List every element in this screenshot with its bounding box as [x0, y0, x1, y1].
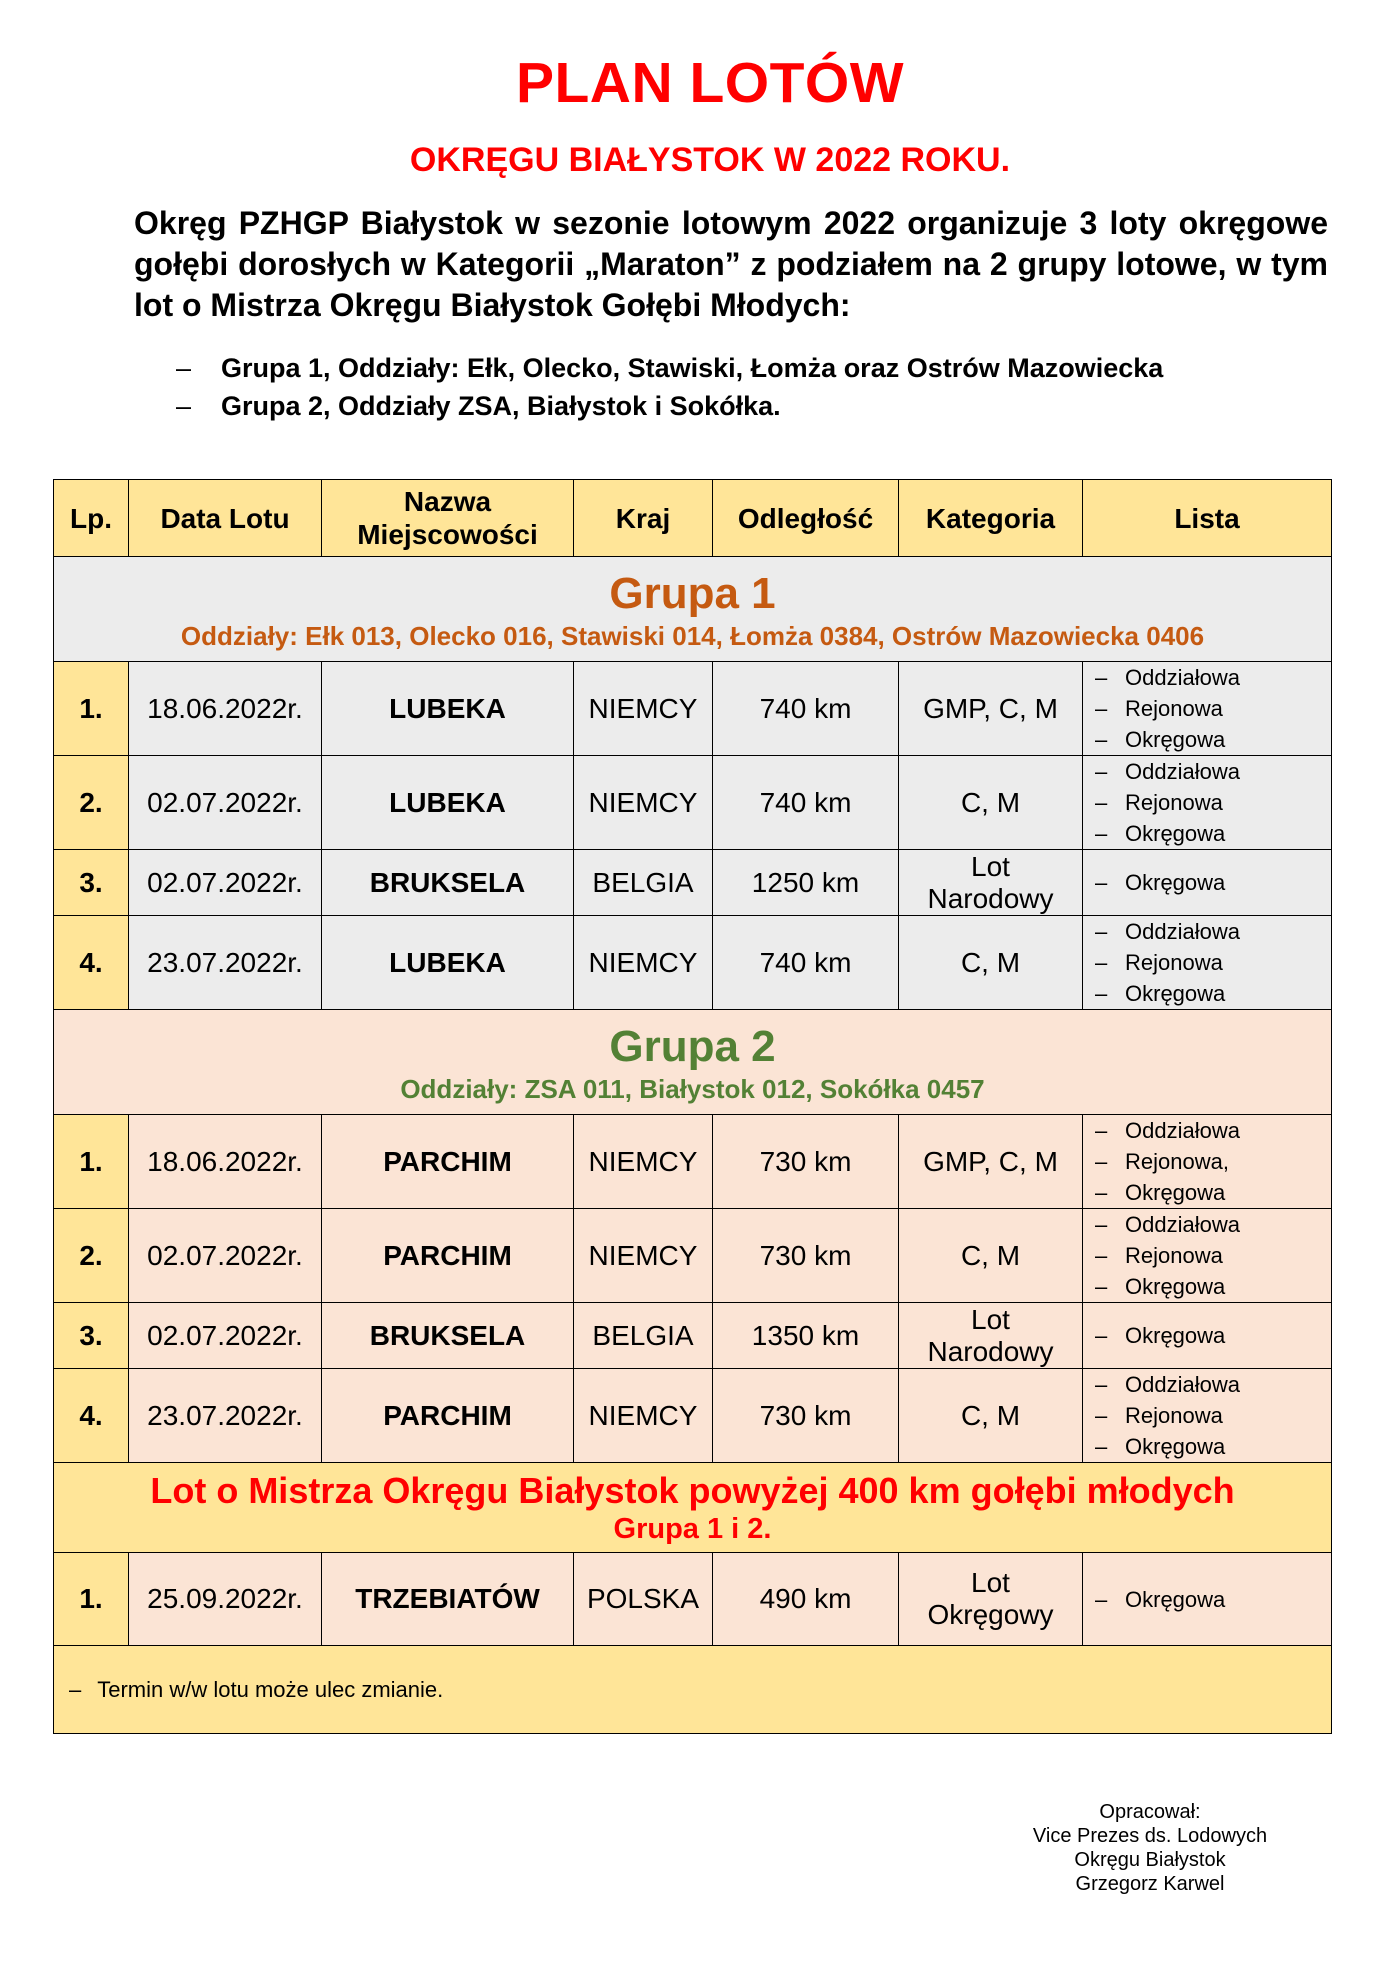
- table-row: [54, 756, 1332, 850]
- list-item: – Oddziałowa: [1095, 662, 1331, 693]
- cell-country: BELGIA: [574, 850, 713, 916]
- cell-lp: 2.: [54, 1209, 129, 1303]
- cell-lp: 1.: [54, 662, 129, 756]
- cell-category: [899, 850, 1083, 916]
- cell-category: [899, 1303, 1083, 1369]
- table-row: [54, 916, 1332, 1010]
- list-item: – Oddziałowa: [1095, 1369, 1331, 1400]
- cell-country: NIEMCY: [574, 1115, 713, 1209]
- table-row: [54, 662, 1332, 756]
- cell-city: LUBEKA: [322, 756, 574, 850]
- cell-country: NIEMCY: [574, 916, 713, 1010]
- cell-distance: 740 km: [713, 662, 899, 756]
- cell-country: NIEMCY: [574, 756, 713, 850]
- table-row: [54, 1115, 1332, 1209]
- list-item: – Okręgowa: [1095, 1431, 1331, 1462]
- cell-date: 02.07.2022r.: [129, 1209, 322, 1303]
- cell-category: GMP, C, M: [899, 662, 1083, 756]
- group-2-subtitle: Oddziały: ZSA 011, Białystok 012, Sokółka 0457: [400, 1074, 985, 1104]
- list-item: – Rejonowa: [1095, 1240, 1331, 1271]
- cell-date: 18.06.2022r.: [129, 662, 322, 756]
- cell-distance: 730 km: [713, 1115, 899, 1209]
- cell-category: C, M: [899, 1369, 1083, 1463]
- header-kategoria: Kategoria: [899, 480, 1083, 557]
- header-odleglosc: Odległość: [713, 480, 899, 557]
- cell-list: [1083, 1369, 1332, 1463]
- cell-country: NIEMCY: [574, 662, 713, 756]
- page-subtitle: OKRĘGU BIAŁYSTOK W 2022 ROKU.: [409, 141, 1011, 179]
- note-row: [54, 1646, 1332, 1734]
- cell-distance: 730 km: [713, 1369, 899, 1463]
- cell-distance: 1250 km: [713, 850, 899, 916]
- cell-date: 02.07.2022r.: [129, 756, 322, 850]
- header-kraj: Kraj: [574, 480, 713, 557]
- cell-list: [1083, 850, 1332, 916]
- group-2-header-row: [54, 1010, 1332, 1115]
- cell-city: LUBEKA: [322, 662, 574, 756]
- category-line-2: Okręgowy: [927, 1599, 1054, 1630]
- list-item: – Rejonowa: [1095, 1400, 1331, 1431]
- cell-lp: 2.: [54, 756, 129, 850]
- list-item: – Rejonowa: [1095, 947, 1331, 978]
- cell-date: 02.07.2022r.: [129, 1303, 322, 1369]
- cell-list: [1083, 916, 1332, 1010]
- header-nazwa: Nazwa Miejscowości: [322, 480, 574, 557]
- signature-block: [1000, 1800, 1300, 1896]
- mistrz-header-row: [54, 1463, 1332, 1553]
- cell-list: [1083, 1553, 1332, 1646]
- cell-date: 02.07.2022r.: [129, 850, 322, 916]
- cell-category: C, M: [899, 916, 1083, 1010]
- cell-lp: 3.: [54, 1303, 129, 1369]
- list-item: – Oddziałowa: [1095, 916, 1331, 947]
- group-1-header-row: [54, 557, 1332, 662]
- cell-country: BELGIA: [574, 1303, 713, 1369]
- cell-city: BRUKSELA: [322, 850, 574, 916]
- note-cell: [54, 1646, 1332, 1734]
- cell-distance: 730 km: [713, 1209, 899, 1303]
- list-item: – Okręgowa: [1095, 1177, 1331, 1208]
- bullet-group-2: – Grupa 2, Oddziały ZSA, Białystok i Sokółka.: [176, 387, 1326, 425]
- group-1-header: [54, 557, 1332, 662]
- list-item: – Rejonowa: [1095, 693, 1331, 724]
- category-line-2: Narodowy: [927, 882, 1054, 914]
- table-row: [54, 1303, 1332, 1369]
- cell-distance: 490 km: [713, 1553, 899, 1646]
- flight-plan-table: [53, 479, 1332, 1734]
- mistrz-header: [54, 1463, 1332, 1553]
- cell-date: 23.07.2022r.: [129, 916, 322, 1010]
- cell-lp: 1.: [54, 1115, 129, 1209]
- cell-distance: 740 km: [713, 916, 899, 1010]
- table-row: [54, 1553, 1332, 1646]
- table-header-row: [54, 480, 1332, 557]
- cell-list: [1083, 756, 1332, 850]
- cell-city: TRZEBIATÓW: [322, 1553, 574, 1646]
- list-item: – Okręgowa: [1095, 1584, 1331, 1615]
- table-row: [54, 1209, 1332, 1303]
- cell-lp: 4.: [54, 1369, 129, 1463]
- signature-line-1: Opracował:: [1099, 1801, 1201, 1823]
- cell-date: 18.06.2022r.: [129, 1115, 322, 1209]
- group-1-subtitle: Oddziały: Ełk 013, Olecko 016, Stawiski 014, Łomża 0384, Ostrów Mazowiecka 0406: [180, 621, 1205, 651]
- cell-lp: 1.: [54, 1553, 129, 1646]
- group-1-title: Grupa 1: [609, 569, 776, 618]
- list-item: – Okręgowa: [1095, 1320, 1331, 1351]
- header-lp: Lp.: [54, 480, 129, 557]
- cell-list: [1083, 1115, 1332, 1209]
- cell-lp: 3.: [54, 850, 129, 916]
- cell-city: PARCHIM: [322, 1369, 574, 1463]
- category-line-1: Lot: [971, 1303, 1010, 1335]
- list-item: – Okręgowa: [1095, 978, 1331, 1009]
- header-lista: Lista: [1083, 480, 1332, 557]
- mistrz-subtitle: Grupa 1 i 2.: [613, 1512, 772, 1545]
- signature-line-2: Vice Prezes ds. Lodowych: [1032, 1825, 1268, 1847]
- list-item: – Rejonowa: [1095, 787, 1331, 818]
- list-item: – Oddziałowa: [1095, 1209, 1331, 1240]
- header-data: Data Lotu: [129, 480, 322, 557]
- signature-line-4: Grzegorz Karwel: [1075, 1873, 1225, 1895]
- category-line-2: Narodowy: [927, 1335, 1054, 1367]
- dash-icon: –: [69, 1676, 82, 1702]
- bullet-group-1: – Grupa 1, Oddziały: Ełk, Olecko, Stawiski, Łomża oraz Ostrów Mazowiecka: [176, 349, 1326, 387]
- cell-list: [1083, 1209, 1332, 1303]
- list-item: – Okręgowa: [1095, 1271, 1331, 1302]
- cell-date: 23.07.2022r.: [129, 1369, 322, 1463]
- cell-country: NIEMCY: [574, 1369, 713, 1463]
- table-row: [54, 850, 1332, 916]
- cell-category: GMP, C, M: [899, 1115, 1083, 1209]
- cell-city: PARCHIM: [322, 1115, 574, 1209]
- cell-distance: 1350 km: [713, 1303, 899, 1369]
- cell-list: [1083, 662, 1332, 756]
- mistrz-title: Lot o Mistrza Okręgu Białystok powyżej 400 km gołębi młodych: [150, 1469, 1235, 1511]
- cell-category: C, M: [899, 756, 1083, 850]
- cell-country: NIEMCY: [574, 1209, 713, 1303]
- cell-category: C, M: [899, 1209, 1083, 1303]
- note-text: Termin w/w lotu może ulec zmianie.: [97, 1676, 444, 1702]
- cell-country: POLSKA: [574, 1553, 713, 1646]
- cell-list: [1083, 1303, 1332, 1369]
- signature-line-3: Okręgu Białystok: [1074, 1849, 1226, 1871]
- page-title: PLAN LOTÓW: [515, 51, 905, 115]
- category-line-1: Lot: [971, 850, 1010, 882]
- cell-distance: 740 km: [713, 756, 899, 850]
- group-2-title: Grupa 2: [609, 1022, 776, 1071]
- cell-lp: 4.: [54, 916, 129, 1010]
- table-row: [54, 1369, 1332, 1463]
- list-item: – Oddziałowa: [1095, 1115, 1331, 1146]
- cell-city: PARCHIM: [322, 1209, 574, 1303]
- cell-category: [899, 1553, 1083, 1646]
- list-item: – Rejonowa,: [1095, 1146, 1331, 1177]
- intro-paragraph: Okręg PZHGP Białystok w sezonie lotowym 2022 organizuje 3 loty okręgowe gołębi dorosłych w Kategorii „Maraton” z podziałem na 2 grupy lotowe, w tym lot o Mistrza Okręgu Białystok Gołębi Młodych:: [134, 205, 1328, 323]
- cell-date: 25.09.2022r.: [129, 1553, 322, 1646]
- list-item: – Okręgowa: [1095, 724, 1331, 755]
- group-bullet-list: [176, 349, 1326, 425]
- cell-city: BRUKSELA: [322, 1303, 574, 1369]
- list-item: – Okręgowa: [1095, 818, 1331, 849]
- group-2-header: [54, 1010, 1332, 1115]
- list-item: – Oddziałowa: [1095, 756, 1331, 787]
- cell-city: LUBEKA: [322, 916, 574, 1010]
- list-item: – Okręgowa: [1095, 867, 1331, 898]
- category-line-1: Lot: [971, 1567, 1010, 1598]
